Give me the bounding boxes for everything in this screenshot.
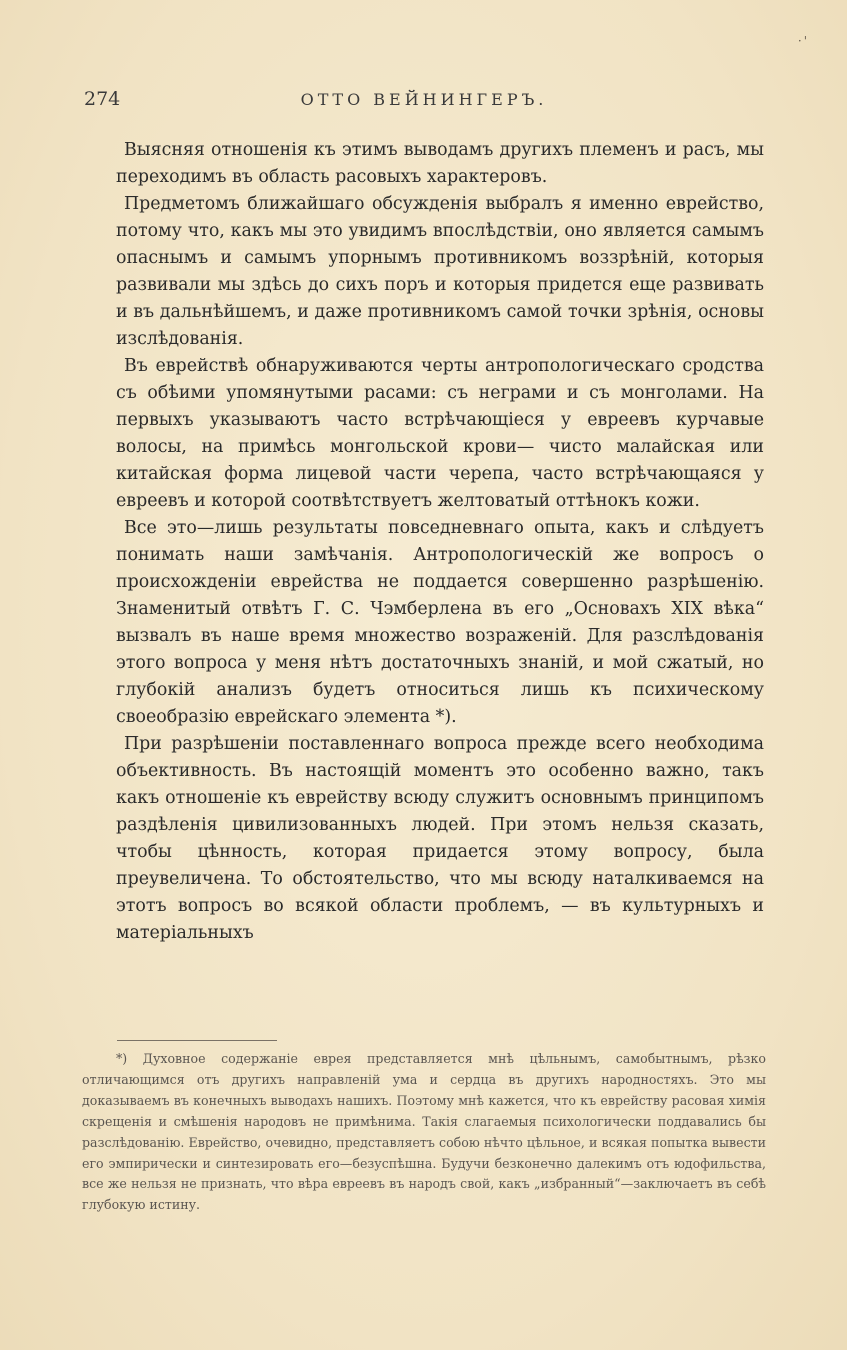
running-head: ОТТО ВЕЙНИНГЕРЪ. [300,90,548,109]
paragraph: При разрѣшеніи поставленнаго вопроса прежде всего необходима объективность. Въ настоящій моментъ это особенно важно, такъ какъ отношеніе къ еврейству всюду служитъ основнымъ принципомъ раздѣленія цивилизованныхъ людей. При этомъ нельзя сказать, чтобы цѣнность, которая придается этому вопросу, была преувеличена. То обстоятельство, что мы всюду наталкиваемся на этотъ вопросъ во всякой области проблемъ, — въ культурныхъ и матеріальныхъ [116,734,764,943]
main-text [116,137,764,947]
paragraph: Выясняя отношенія къ этимъ выводамъ другихъ племенъ и расъ, мы переходимъ въ область расовыхъ характеровъ. [116,140,764,187]
footnote-text: *) Духовное содержаніе еврея представляется мнѣ цѣльнымъ, самобытнымъ, рѣзко отличающимся отъ другихъ направленій ума и сердца въ другихъ народностяхъ. Это мы доказываемъ въ конечныхъ выводахъ нашихъ. Поэтому мнѣ кажется, что къ еврейству расовая химія скрещенія и смѣшенія народовъ не примѣнима. Такія слагаемыя психологически поддавались бы разслѣдованію. Еврейство, очевидно, представляетъ собою нѣчто цѣльное, и всякая попытка вывести его эмпирически и синтезировать его—безуспѣшна. Будучи безконечно далекимъ отъ юдофильства, все же нельзя не признать, что вѣра евреевъ въ народъ свой, какъ „избранный“—заключаетъ въ себѣ глубокую истину. [82,1051,766,1213]
paragraph: Все это—лишь результаты повседневнаго опыта, какъ и слѣдуетъ понимать наши замѣчанія. Антропологическій же вопросъ о происхожденіи еврейства не поддается совершенно разрѣшенію. Знаменитый отвѣтъ Г. С. Чэмберлена въ его „Основахъ XIX вѣка“ вызвалъ въ наше время множество возраженій. Для разслѣдованія этого вопроса у меня нѣтъ достаточныхъ знаній, и мой сжатый, но глубокій анализъ будетъ относиться лишь къ психическому своеобразію еврейскаго элемента *). [116,518,764,727]
footnote-divider [117,1040,277,1041]
footnote [82,1049,766,1216]
page-number: 274 [84,88,121,110]
page-header [84,88,764,112]
paragraph: Предметомъ ближайшаго обсужденія выбралъ я именно еврейство, потому что, какъ мы это увидимъ впослѣдствіи, оно является самымъ опаснымъ и самымъ упорнымъ противникомъ воззрѣній, которыя развивали мы здѣсь до сихъ поръ и которыя придется еще развивать и въ дальнѣйшемъ, и даже противникомъ самой точки зрѣнія, основы изслѣдованія. [116,194,764,349]
paragraph: Въ еврействѣ обнаруживаются черты антропологическаго сродства съ обѣими упомянутыми расами: съ неграми и съ монголами. На первыхъ указываютъ часто встрѣчающіеся у евреевъ курчавые волосы, на примѣсь монгольской крови— чисто малайская или китайская форма лицевой части черепа, часто встрѣчающаяся у евреевъ и которой соотвѣтствуетъ желтоватый оттѣнокъ кожи. [116,356,764,511]
corner-mark: ·' [797,34,809,48]
